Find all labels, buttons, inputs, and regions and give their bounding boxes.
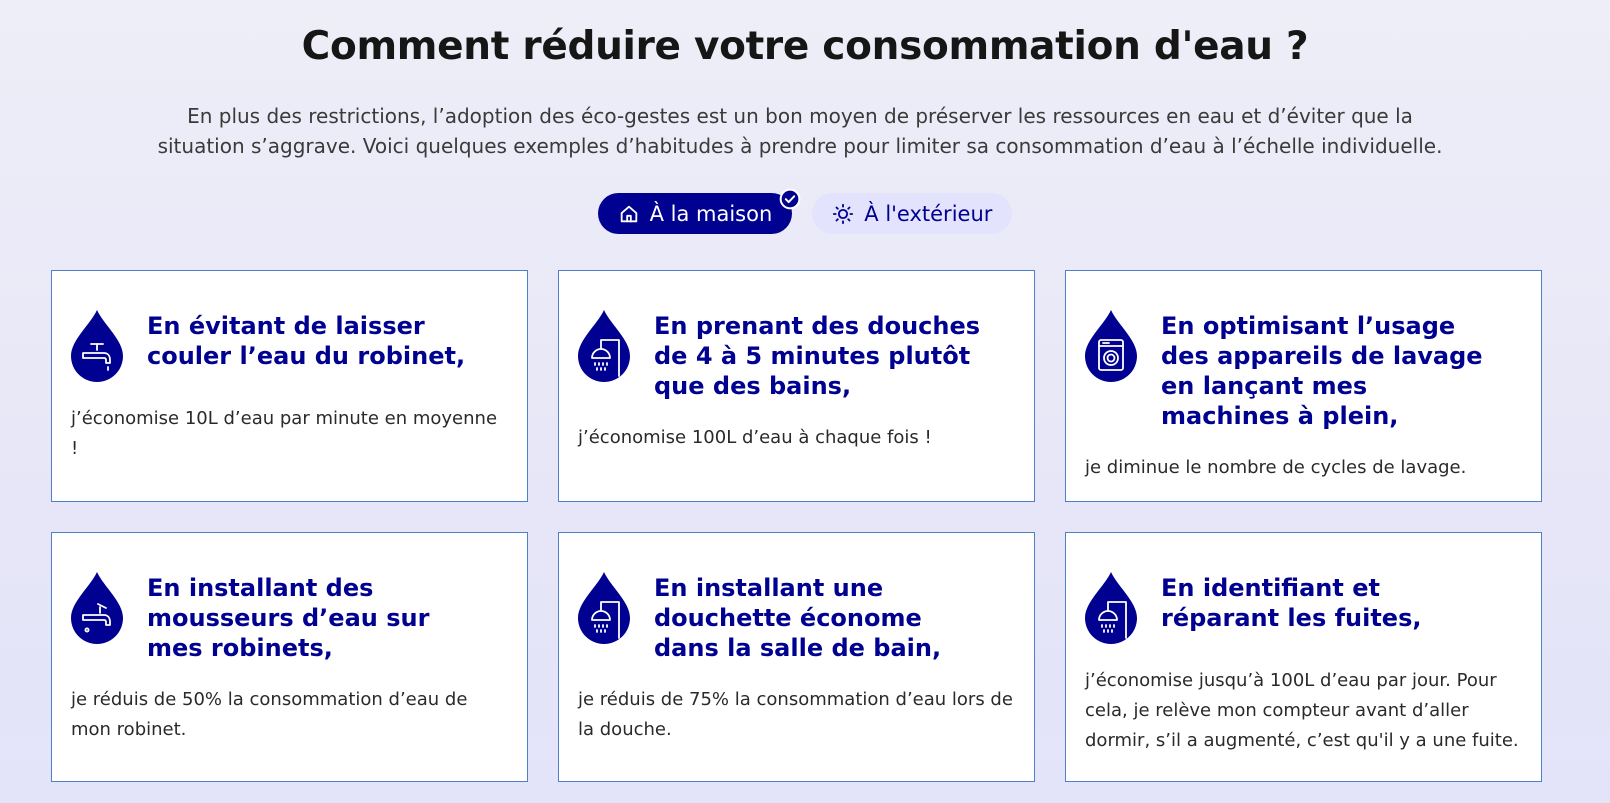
gesture-card	[1065, 532, 1542, 782]
gesture-card	[1065, 270, 1542, 502]
card-title: En optimisant l’usage des appareils de lavage en lançant mes machines à plein,	[1161, 312, 1483, 430]
shower-drop-icon	[578, 572, 630, 644]
card-title: En évitant de laisser couler l’eau du robinet,	[147, 312, 466, 370]
gesture-card	[558, 532, 1035, 782]
home-icon	[618, 203, 640, 225]
card-title: En identifiant et réparant les fuites,	[1161, 574, 1422, 632]
card-text: j’économise 100L d’eau à chaque fois !	[578, 427, 932, 448]
card-text: je diminue le nombre de cycles de lavage.	[1085, 457, 1467, 478]
tab-group	[0, 193, 1610, 234]
card-text: je réduis de 50% la consommation d’eau de mon robinet.	[71, 689, 468, 740]
card-text: je réduis de 75% la consommation d’eau lors de la douche.	[578, 689, 1013, 740]
tab-label: À la maison	[649, 201, 773, 226]
card-text: j’économise jusqu’à 100L d’eau par jour. Pour cela, je relève mon compteur avant d’aller dormir, s’il a augmenté, c’est qu'il y a une fuite.	[1085, 670, 1519, 751]
intro-text: En plus des restrictions, l’adoption des éco-gestes est un bon moyen de préserver les ressources en eau et d’éviter que la situation s’aggrave. Voici quelques exemples d’habitudes à prendre pour limiter sa consommation d’eau à l’échelle individuelle.	[157, 104, 1443, 158]
gesture-card	[51, 532, 528, 782]
shower-drop-icon	[1085, 572, 1137, 644]
faucet-drop-icon	[71, 310, 123, 382]
eco-gestures-grid	[51, 270, 1542, 782]
tab-a-la-maison[interactable]	[598, 193, 793, 234]
card-text: j’économise 10L d’eau par minute en moyenne !	[71, 408, 498, 459]
card-title: En installant des mousseurs d’eau sur mes robinets,	[147, 574, 430, 662]
selected-check-icon	[779, 188, 801, 210]
card-title: En installant une douchette économe dans la salle de bain,	[654, 574, 942, 662]
gesture-card	[51, 270, 528, 502]
card-title: En prenant des douches de 4 à 5 minutes plutôt que des bains,	[654, 312, 981, 400]
washing-machine-drop-icon	[1085, 310, 1137, 382]
page-title: Comment réduire votre consommation d'eau ?	[301, 24, 1309, 69]
sun-icon	[832, 203, 854, 225]
gesture-card	[558, 270, 1035, 502]
tab-label: À l'extérieur	[864, 201, 993, 226]
tab-a-l-exterieur[interactable]	[812, 193, 1012, 234]
shower-drop-icon	[578, 310, 630, 382]
faucet-drop-icon	[71, 572, 123, 644]
